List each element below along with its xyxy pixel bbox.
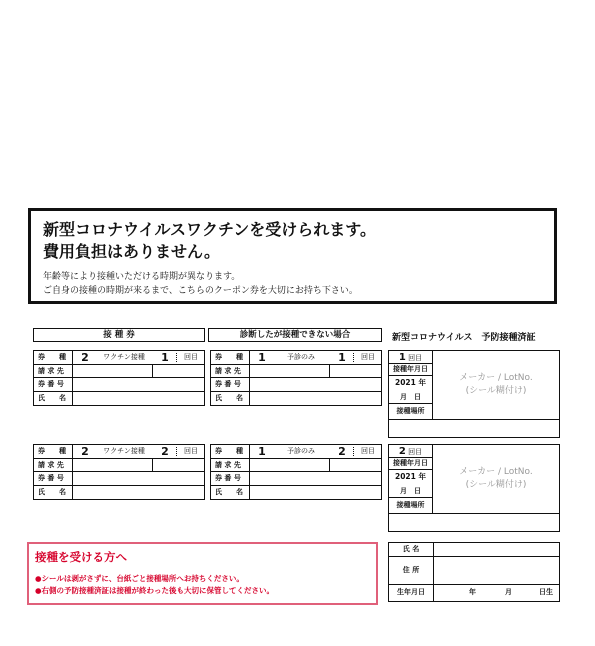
header-box (28, 208, 557, 304)
ticket-kind: ワクチン接種 (103, 353, 145, 361)
billing-label: 請 求 先 (38, 366, 64, 375)
ticket-code: 1 (258, 351, 266, 364)
record-times: 2 (398, 446, 406, 457)
name-label: 氏 名 (215, 487, 243, 496)
name-label: 氏 名 (38, 393, 66, 402)
headline-2: 費用負担はありません。 (43, 242, 220, 261)
billing-label: 請 求 先 (215, 460, 241, 469)
notice-box (27, 542, 378, 605)
ticket-code: 2 (81, 445, 89, 458)
record-times-unit: 回目 (408, 354, 423, 362)
notice-line-2: ●右側の予防接種済証は接種が終わった後も大切に保管してください。 (35, 586, 274, 595)
name-label: 氏 名 (215, 393, 243, 402)
notice-line-1: ●シールは剥がさずに、台紙ごと接種場所へお持ちください。 (35, 574, 244, 583)
type-label: 券 種 (38, 447, 66, 455)
times-unit: 回目 (361, 353, 375, 361)
ticket-code: 2 (81, 351, 89, 364)
times-unit: 回目 (361, 447, 375, 455)
billing-label: 請 求 先 (38, 460, 64, 469)
type-label: 券 種 (38, 353, 66, 361)
person-address-label: 住 所 (389, 557, 434, 584)
maker-lot-label: メーカー / LotNo. (459, 467, 533, 477)
ticket-kind: ワクチン接種 (103, 447, 145, 455)
date-label: 接種年月日 (389, 458, 432, 470)
year-label: 2021 年 (395, 378, 426, 387)
number-label: 券 番 号 (38, 474, 64, 482)
ticket-times: 1 (338, 351, 346, 364)
place-label: 接種場所 (396, 407, 425, 415)
undiagnosed-bar: 診断したが接種できない場合 (208, 328, 382, 342)
header-note-2: ご自身の接種の時期が来るまで、こちらのクーポン券を大切にお持ち下さい。 (43, 286, 358, 296)
record-times: 1 (398, 352, 406, 363)
person-info (388, 542, 560, 602)
ticket-times: 2 (338, 445, 346, 458)
ticket-1 (33, 350, 205, 406)
ticket-kind: 予診のみ (287, 353, 315, 361)
times-unit: 回目 (184, 447, 198, 455)
seal-label: (シール糊付け) (465, 480, 527, 490)
ticket-code: 1 (258, 445, 266, 458)
ticket-kind: 予診のみ (287, 447, 315, 455)
ticket-times: 1 (161, 351, 169, 364)
name-label: 氏 名 (38, 487, 66, 496)
monthday-label: 月 日 (389, 390, 432, 404)
seal-label: (シール糊付け) (465, 386, 527, 396)
headline-1: 新型コロナウイルスワクチンを受けられます。 (43, 220, 376, 239)
number-label: 券 番 号 (38, 380, 64, 388)
certificate-title: 新型コロナウイルス 予防接種済証 (392, 333, 536, 343)
date-label: 接種年月日 (389, 364, 432, 376)
year-label: 2021 年 (395, 472, 426, 481)
birth-day-label: 日生 (539, 588, 553, 596)
vaccination-record-1 (388, 350, 560, 438)
vaccination-record-2 (388, 444, 560, 532)
type-label: 券 種 (215, 447, 243, 455)
monthday-label: 月 日 (389, 484, 432, 498)
billing-label: 請 求 先 (215, 366, 241, 375)
number-label: 券 番 号 (215, 474, 241, 482)
birth-month-label: 月 (505, 588, 512, 596)
ticket-4 (210, 444, 382, 500)
place-label: 接種場所 (396, 501, 425, 509)
notice-title: 接種を受ける方へ (35, 550, 127, 564)
person-name-label: 氏 名 (389, 543, 434, 556)
type-label: 券 種 (215, 353, 243, 361)
record-times-unit: 回目 (408, 448, 423, 456)
ticket-times: 2 (161, 445, 169, 458)
times-unit: 回目 (184, 353, 198, 361)
ticket-2 (210, 350, 382, 406)
number-label: 券 番 号 (215, 380, 241, 388)
person-birth-label: 生年月日 (389, 585, 434, 601)
birth-year-label: 年 (469, 588, 476, 596)
header-note-1: 年齢等により接種いただける時期が異なります。 (43, 272, 241, 282)
ticket-bar: 接 種 券 (33, 328, 205, 342)
maker-lot-label: メーカー / LotNo. (459, 373, 533, 383)
ticket-3 (33, 444, 205, 500)
